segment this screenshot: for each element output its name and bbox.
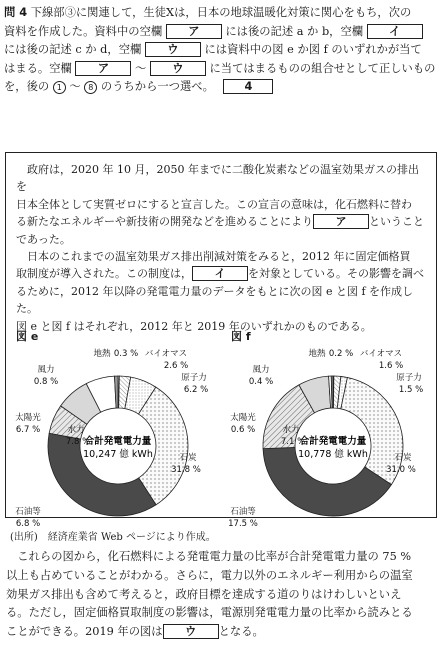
question-text: を，後の [4, 80, 50, 94]
question-text: 資料を作成した。資料中の空欄 [4, 24, 163, 38]
slice-value-label: 0.8 % [33, 377, 59, 387]
question-line [4, 23, 438, 42]
paragraph-line: 以上も占めていることがわかる。さらに，電力以外のエネルギー利用からの温室 [6, 568, 413, 582]
slice-value-label: 1.5 % [398, 385, 424, 395]
slice-name-label: 水力 [67, 425, 85, 435]
paragraph-line: 政府は，2020 年 10 月，2050 年までに二酸化炭素などの温室効果ガスの排出を [16, 163, 419, 194]
paragraph-line [6, 623, 436, 642]
paragraph-line [16, 213, 428, 230]
center-label: 合計発電電力量 [299, 436, 367, 447]
slice-value-label: 7.1 % [280, 437, 306, 447]
question-line [4, 60, 438, 79]
center-value: 10,778 億 kWh [298, 449, 368, 460]
paragraph-line: これらの図から，化石燃料による発電電力量の比率が合計発電電力量の 75 % [17, 550, 412, 563]
question-block [4, 4, 438, 97]
slice-value-label: 7.8 % [65, 437, 91, 447]
slice-value-label: 6.2 % [183, 385, 209, 395]
choice-number-last: 8 [84, 81, 97, 94]
slice-name-label: 石油等 [15, 507, 41, 517]
blank-i-box: イ [192, 266, 248, 281]
blank-a-box: ア [313, 214, 369, 229]
slice-value-label: 0.3 % [113, 349, 139, 359]
paragraph-line: 日本全体として実質ゼロにすると宣言した。この宣言の意味は，化石燃料に替わ [16, 197, 412, 211]
pie-chart-f [221, 338, 436, 528]
question-number: 問 4 [4, 6, 28, 19]
figure-e-label: 図 e [16, 330, 39, 343]
question-line [4, 41, 438, 60]
paragraph-line: であった。 [16, 232, 71, 246]
question-text: には資料中の図 e か図 f のいずれかが当て [204, 43, 422, 57]
figure-f-label: 図 f [231, 330, 251, 343]
slice-value-label: 0.4 % [248, 377, 274, 387]
slice-name-label: 太陽光 [230, 413, 256, 423]
slice-name-label: 石油等 [230, 507, 256, 517]
slice-name-label: 石炭 [394, 453, 412, 463]
slice-value-label: 31.0 % [386, 465, 416, 475]
slice-name-label: 地熱 [308, 349, 326, 359]
slice-value-label: 1.6 % [378, 361, 404, 371]
paragraph-line: るために，2012 年以降の発電電力量のデータをもとに次の図 e と図 f を作成した。 [16, 284, 414, 316]
paragraph-line: 効果ガス排出も含めて考えると，政府目標を達成する道のりはけわしいといえ [6, 587, 402, 601]
question-text: のうちから一つ選べ。 [100, 80, 214, 94]
slice-name-label: 水力 [282, 425, 300, 435]
question-text: ～ [69, 80, 81, 94]
slice-name-label: 風力 [252, 365, 270, 375]
slice-name-label: バイオマス [359, 349, 403, 359]
blank-u-box: ウ [163, 624, 219, 639]
slice-value-label: 2.6 % [163, 361, 189, 371]
question-text: には後の記述 c か d，空欄 [4, 43, 142, 57]
slice-value-label: 0.6 % [230, 425, 256, 435]
slice-name-label: 石炭 [179, 453, 197, 463]
paragraph-text: ということ [369, 215, 424, 229]
pie-chart-e [6, 338, 221, 528]
blank-u-box: ウ [150, 61, 206, 76]
blank-u-box: ウ [145, 42, 201, 57]
slice-value-label: 6.7 % [15, 425, 41, 435]
question-text: 下線部③に関連して，生徒Xは，日本の地球温暖化対策に関心をもち，次の [30, 6, 412, 19]
choice-number-first: 1 [53, 81, 66, 94]
question-line [4, 4, 438, 23]
paragraph-line [16, 265, 428, 282]
blank-a-box: ア [75, 61, 131, 76]
question-text: ～ [134, 61, 147, 75]
material-text [16, 161, 428, 335]
center-label: 合計発電電力量 [84, 436, 152, 447]
slice-value-label: 0.2 % [328, 349, 354, 359]
explanation-text [6, 548, 436, 642]
slice-name-label: 地熱 [93, 349, 111, 359]
paragraph-text: を対象としている。その影響を調べ [248, 267, 424, 281]
paragraph-text: る新たなエネルギーや新技術の開発などを進めることにより [16, 215, 313, 229]
slice-name-label: 原子力 [181, 373, 207, 383]
paragraph-line: 図 e と図 f はそれぞれ，2012 年と 2019 年のいずれかのものである。 [16, 319, 372, 333]
center-value: 10,247 億 kWh [83, 449, 153, 460]
blank-i-box: イ [367, 24, 423, 39]
paragraph-text: 取制度が導入された。この制度は， [16, 267, 192, 281]
slice-value-label: 6.8 % [15, 519, 41, 528]
paragraph-text: となる。 [218, 625, 264, 639]
slice-name-label: 原子力 [396, 373, 422, 383]
slice-name-label: 風力 [37, 365, 55, 375]
blank-a-box: ア [166, 24, 222, 39]
slice-value-label: 31.8 % [171, 465, 201, 475]
question-text: に当てはまるものの組合せとして正しいもの [209, 61, 436, 75]
question-line [4, 78, 438, 97]
slice-name-label: バイオマス [144, 349, 188, 359]
paragraph-text: ことができる。2019 年の図は [6, 625, 163, 639]
answer-number-box: 4 [223, 79, 273, 94]
slice-name-label: 太陽光 [15, 413, 41, 423]
paragraph-line: 日本のこれまでの温室効果ガス排出削減対策をみると，2012 年に固定価格買 [27, 250, 411, 264]
material-panel [5, 152, 437, 528]
question-text: には後の記述 a か b，空欄 [225, 24, 364, 38]
slice-value-label: 17.5 % [228, 519, 258, 528]
source-note: (出所) 経済産業省 Web ページにより作成。 [10, 532, 216, 543]
question-text: はまる。空欄 [4, 61, 72, 75]
paragraph-line: る。ただし，固定価格買取制度の影響は，電源別発電電力量の比率から読みとる [6, 606, 413, 620]
